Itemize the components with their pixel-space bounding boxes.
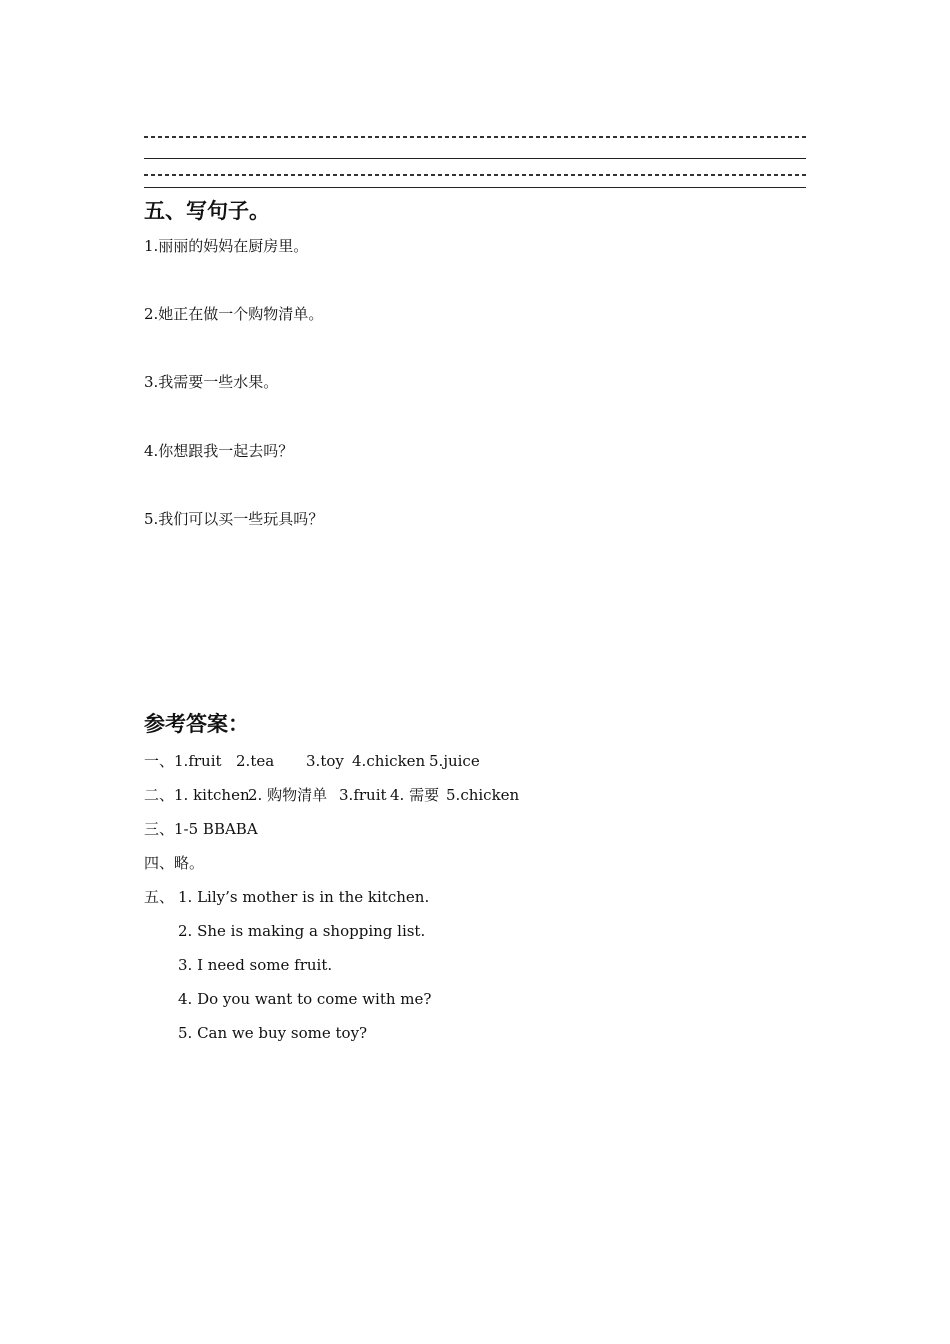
answers-heading: 参考答案：	[144, 711, 249, 736]
section-5-item-1: 1.丽丽的妈妈在厨房里。	[144, 237, 309, 255]
answer-5-4: 4. Do you want to come with me?	[178, 990, 432, 1008]
answer-5-2: 2. She is making a shopping list.	[178, 922, 426, 940]
answer-1-5: 5.juice	[429, 752, 480, 770]
answer-part-1-prefix: 一、	[144, 752, 175, 770]
answer-2-1: 1. kitchen	[174, 786, 250, 804]
answer-2-2: 2. 购物清单	[248, 786, 328, 804]
answer-part-5-prefix: 五、	[144, 888, 175, 906]
answer-5-1: 1. Lily’s mother is in the kitchen.	[178, 888, 430, 906]
answer-part-1	[144, 751, 480, 771]
answer-5-3: 3. I need some fruit.	[178, 956, 333, 974]
answer-part-2-prefix: 二、	[144, 786, 175, 804]
answer-5-5: 5. Can we buy some toy?	[178, 1024, 368, 1042]
solid-writing-line-2	[144, 187, 806, 188]
section-5-item-5: 5.我们可以买一些玩具吗？	[144, 510, 324, 528]
answer-1-1: 1.fruit	[174, 752, 222, 770]
answer-2-4: 4. 需要	[390, 786, 440, 804]
dashed-writing-line-1	[144, 136, 806, 138]
answer-part-2	[144, 785, 519, 805]
section-5-item-2: 2.她正在做一个购物清单。	[144, 305, 324, 323]
answer-1-3: 3.toy	[306, 752, 344, 770]
answer-1-4: 4.chicken	[352, 752, 426, 770]
answer-part-4: 四、略。	[144, 854, 205, 872]
answer-part-3: 三、1-5 BBABA	[144, 820, 258, 838]
solid-writing-line-1	[144, 158, 806, 159]
section-5-item-3: 3.我需要一些水果。	[144, 373, 279, 391]
answer-1-2: 2.tea	[236, 752, 275, 770]
section-5-item-4: 4.你想跟我一起去吗？	[144, 442, 294, 460]
answer-2-3: 3.fruit	[339, 786, 387, 804]
section-5-heading: 五、写句子。	[144, 198, 270, 223]
dashed-writing-line-2	[144, 174, 806, 176]
answer-2-5: 5.chicken	[446, 786, 520, 804]
